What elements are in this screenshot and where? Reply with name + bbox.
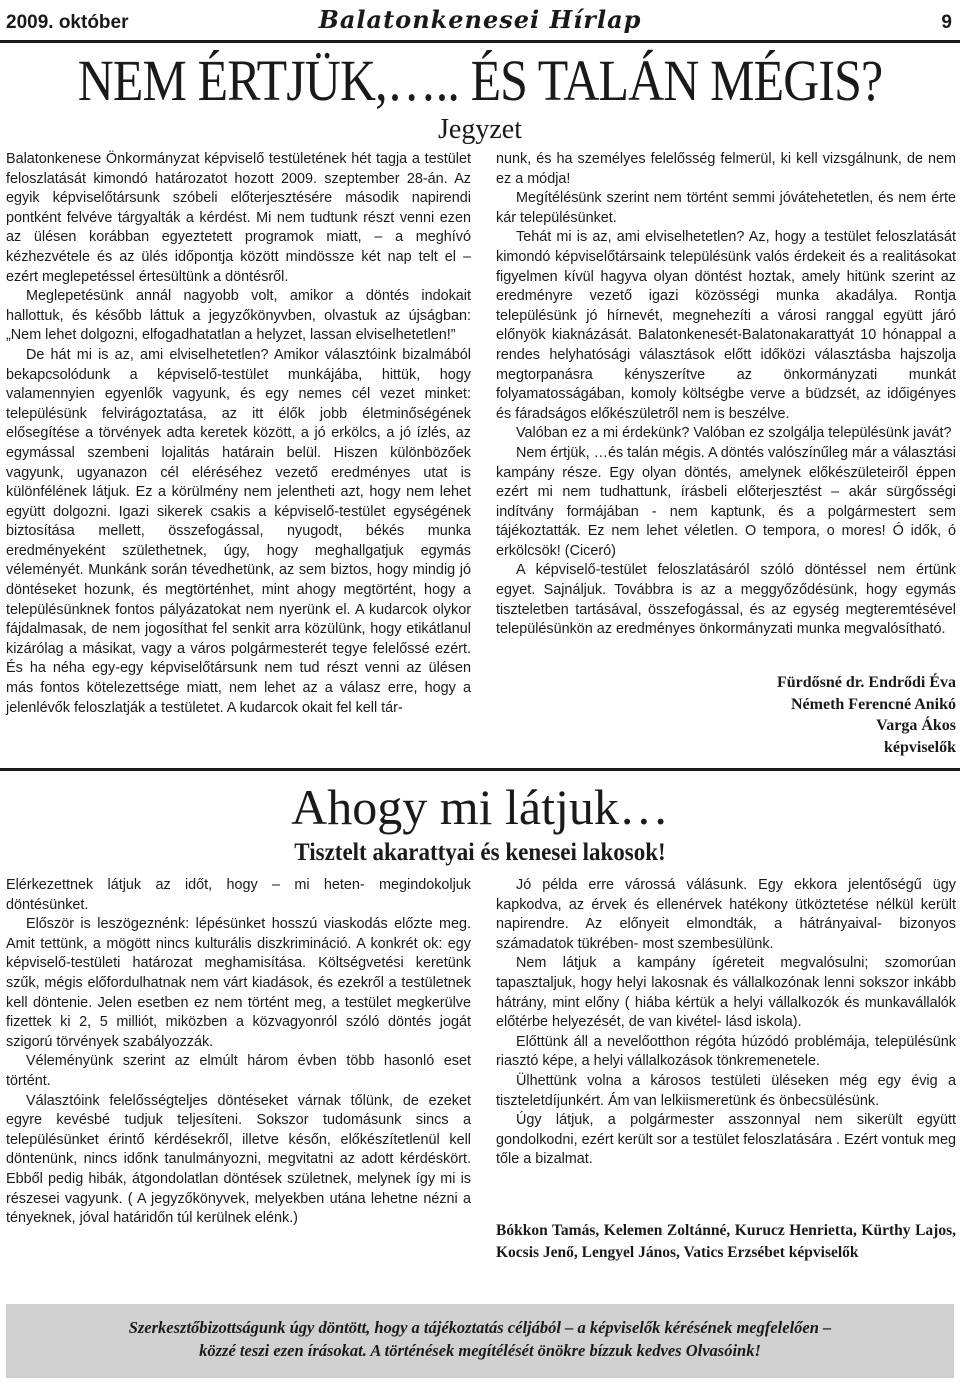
- paragraph: Először is leszögeznénk: lépésünket hosszú viaskodás előzte meg. Amit tettünk, a mögött nincs kulturális diszkrimináció. A konkrét ok: egy képviselő-testületi határozat meghamisítása. Költségvetési keretünk szűk, mégis előfordulhatnak nem várt kiadások, és ezekről a testületnek kell döntenie. Jelen esetben ez nem történt meg, a testület megkerülve fizettek ki 2, 5 milliót, miközben a közvagyonról szóló döntés jogát szigorú törvények szabályozzák.: [6, 916, 471, 1050]
- signature-name: Németh Ferencné Anikó: [790, 695, 956, 713]
- paragraph: Tehát mi is az, ami elviselhetetlen? Az, hogy a testület feloszlatását kimondó képviselőtársaink településünk valós érdekeit és a realitásokat figyelmen kívül hagyva olyan döntést hoztak, amely hitünk szerint az eredményre vezető igazi közösségi munka akadálya. Rontja településünk jó hírnevét, megnehezíti a városi ranggal együtt járó előnyök kiaknázását. Balatonkenesét-Balatonakarattyát 10 hónappal a rendes helyhatósági választások előtt időközi választásba hajszolja megtorpanásra kényszerítve az önkormányzati munkát folyamatosságában, komoly költségbe verve a büdzsét, az időigényes és fáradságos előkészületről nem is beszélve.: [496, 229, 956, 422]
- paragraph: Választóink felelősségteljes döntéseket várnak tőlünk, de ezeket egyre kevésbé tudjuk teljesíteni. Sokszor tudomásunk sincs a településünket érintő kérdésekről, illetve későn, előkészítetlenül kell döntenünk, nincs időnk tanulmányozni, megvitatni az adott kérdéskört. Ebből pedig hibák, átgondolatlan döntések születnek, melynek így mi is részesei vagyunk. ( A jegyzőkönyvek, melyekben utána lehetne nézni a tényeknek, jóval határidőn túl kerülnek elénk.): [6, 1092, 471, 1227]
- signature-name: Fürdősné dr. Endrődi Éva: [776, 674, 956, 691]
- paragraph: De hát mi is az, ami elviselhetetlen? Amikor választóink bizalmából bekapcsolódunk a képviselő-testület munkájába, hittük, hogy valamennyien egyenlők vagyunk, és egy nemes cél vezet minket: településünk felvirágoztatása, az itt élők jobb életminőségének elősegítése a törvények adta keretek között, a jó erkölcs, a jó ízlés, az egymással szembeni lojalitás határain belül. Hiszen különbözőek vagyunk, ugyanazon cél eléréséhez vezető eredményes utat is különfélének látjuk. Ez a körülmény nem jelentheti azt, hogy nem lehet együtt dolgozni. Igazi sikerek csakis a képviselő-testület egységének biztosítása mellett, összefogással, nyugodt, békés munka eredményeként születhetnek, úgy, hogy meghallgatjuk egymás véleményét. Munkánk során tévedhetünk, az sem biztos, hogy mindig jó döntéseket hozunk, és megtörténhet, mint ahogy megtörtént, hogy a településünknek fontos pályázatokat nem nyerünk el. A kudarcok olykor fájdalmasak, de nem jogosíthat fel senkit arra közülünk, hogy etikátlanul kizárólag a másikat, vagy a város polgármesterét tegye felelőssé ezért. És ha néha egy-egy képviselőtársunk nem tud részt venni az ülésen más fontos kötelezettsége miatt, nem lehet az a válasz erre, hogy a jelenlévők feloszlatják a testületet. A kudarcok okait fel kell tár-: [6, 346, 471, 716]
- paragraph: Elérkezettnek látjuk az időt, hogy – mi heten- megindokoljuk döntésünket.: [6, 877, 471, 913]
- article2-right-column: [496, 876, 956, 1170]
- paragraph: Előttünk áll a nevelőotthon régóta húzódó problémája, településünk riasztó képe, a helyi vállalkozások tönkremenetele.: [496, 1033, 956, 1070]
- article2-subtitle: Tisztelt akarattyai és kenesei lakosok!: [294, 839, 666, 866]
- issue-date: 2009. október: [6, 12, 129, 33]
- article1-signatures: [777, 672, 956, 758]
- article1-left-column: [6, 150, 471, 718]
- editorial-note-line: közzé teszi ezen írásokat. A történések megítélését önökre bízzuk kedves Olvasóink!: [199, 1341, 761, 1360]
- editorial-note: [6, 1316, 954, 1362]
- page-number: 9: [941, 12, 952, 33]
- article1-right-column: [496, 150, 956, 640]
- paragraph: Nem látjuk a kampány ígéreteit megvalósulni; szomorúan tapasztaljuk, hogy helyi lakosnak és vállalkozónak lenni sokszor inkább hátrány, mint előny ( hiába kértük a helyi vállalkozók és munkavállalók előtérbe helyezését, de van kivétel- lásd iskola).: [496, 955, 956, 1031]
- signature-role: képviselők: [883, 738, 956, 756]
- header-rule: [0, 40, 960, 43]
- paragraph: Megítélésünk szerint nem történt semmi jóvátehetetlen, és nem érte kár településünket.: [496, 190, 956, 226]
- page-header: [0, 0, 960, 42]
- article2-headline: Ahogy mi látjuk…: [291, 779, 669, 835]
- paragraph: Balatonkenese Önkormányzat képviselő testületének hét tagja a testület feloszlatását kimondó határozatot hozott 2009. szeptember 28-án. Az egyik képviselőtársunk szóbeli előterjesztésére második napirendi pontként felvéve tárgyalták a kérdést. Mi nem tudtunk részt venni ezen az ülésen korábban egyeztetett programok miatt, – a meghívó kézhezvétele és az ülés időpontja között mindössze két nap telt el – ezért meglepetéssel értesültünk a döntésről.: [6, 151, 471, 285]
- article2-left-column: [6, 876, 471, 1229]
- paragraph: nunk, és ha személyes felelősség felmerül, ki kell vizsgálnunk, de nem ez a módja!: [496, 151, 956, 187]
- article2-signatures: Bókkon Tamás, Kelemen Zoltánné, Kurucz Henrietta, Kürthy Lajos, Kocsis Jenő, Lengyel János, Vatics Erzsébet képviselők: [496, 1222, 956, 1261]
- article1-subtitle: Jegyzet: [438, 114, 522, 145]
- paragraph: Jó példa erre várossá válásunk. Egy ekkora jelentőségű ügy kapkodva, az érvek és ellenérvek hatékony ütköztetése nélkül került napirendre. Az előnyeit elmondták, a hátrányaival- bizonyos számadatok tükrében- most szembesülünk.: [496, 877, 956, 952]
- paragraph: A képviselő-testület feloszlatásáról szóló döntéssel nem értünk egyet. Sajnáljuk. Továbbra is az a meggyőződésünk, hogy egymás tiszteletben tartásával, összefogással, és az egység megteremtésével településünkön az eredményes önkormányzati munka megvalósítható.: [496, 562, 956, 638]
- paragraph: Nem értjük, …és talán mégis. A döntés valószínűleg már a választási kampány része. Egy olyan döntés, amelynek előkészületeiről éppen ezért mi nem tudhattunk, írásbeli előterjesztést – akár sürgősségi indítvány formájában - nem kaptunk, és a polgármestert sem tájékoztatták. Ez nem lehet véletlen. O tempora, o mores! Ó idők, ó erkölcsök! (Ciceró): [496, 444, 956, 559]
- paragraph: Meglepetésünk annál nagyobb volt, amikor a döntés indokait hallottuk, és később láttuk a jegyzőkönyvben, olvastuk az újságban: „Nem lehet dolgozni, elfogadhatatlan a helyzet, lassan elviselhetetlen!”: [6, 288, 471, 344]
- article1-headline: NEM ÉRTJÜK,….. ÉS TALÁN MÉGIS?: [77, 48, 883, 113]
- paragraph: Valóban ez a mi érdekünk? Valóban ez szolgálja településünk javát?: [516, 425, 952, 442]
- editorial-note-box: [6, 1304, 954, 1378]
- editorial-note-line: Szerkesztőbizottságunk úgy döntött, hogy a tájékoztatás céljából – a képviselők kérésének megfelelően –: [128, 1318, 832, 1337]
- paragraph: Úgy látjuk, a polgármester asszonnyal nem sikerült együtt gondolkodni, ezért került sor a testület feloszlatására . Ezért vontuk meg tőle a bizalmat.: [496, 1112, 956, 1168]
- section-divider: [0, 768, 960, 771]
- newspaper-title: Balatonkenesei Hírlap: [318, 5, 642, 34]
- signature-name: Varga Ákos: [876, 717, 956, 734]
- paragraph: Ülhettünk volna a károsos testületi üléseken még egy évig a tiszteletdíjunkért. Ám van lelkiismeretünk és önbecsülésünk.: [496, 1072, 956, 1109]
- paragraph: Véleményünk szerint az elmúlt három évben több hasonló eset történt.: [6, 1053, 471, 1089]
